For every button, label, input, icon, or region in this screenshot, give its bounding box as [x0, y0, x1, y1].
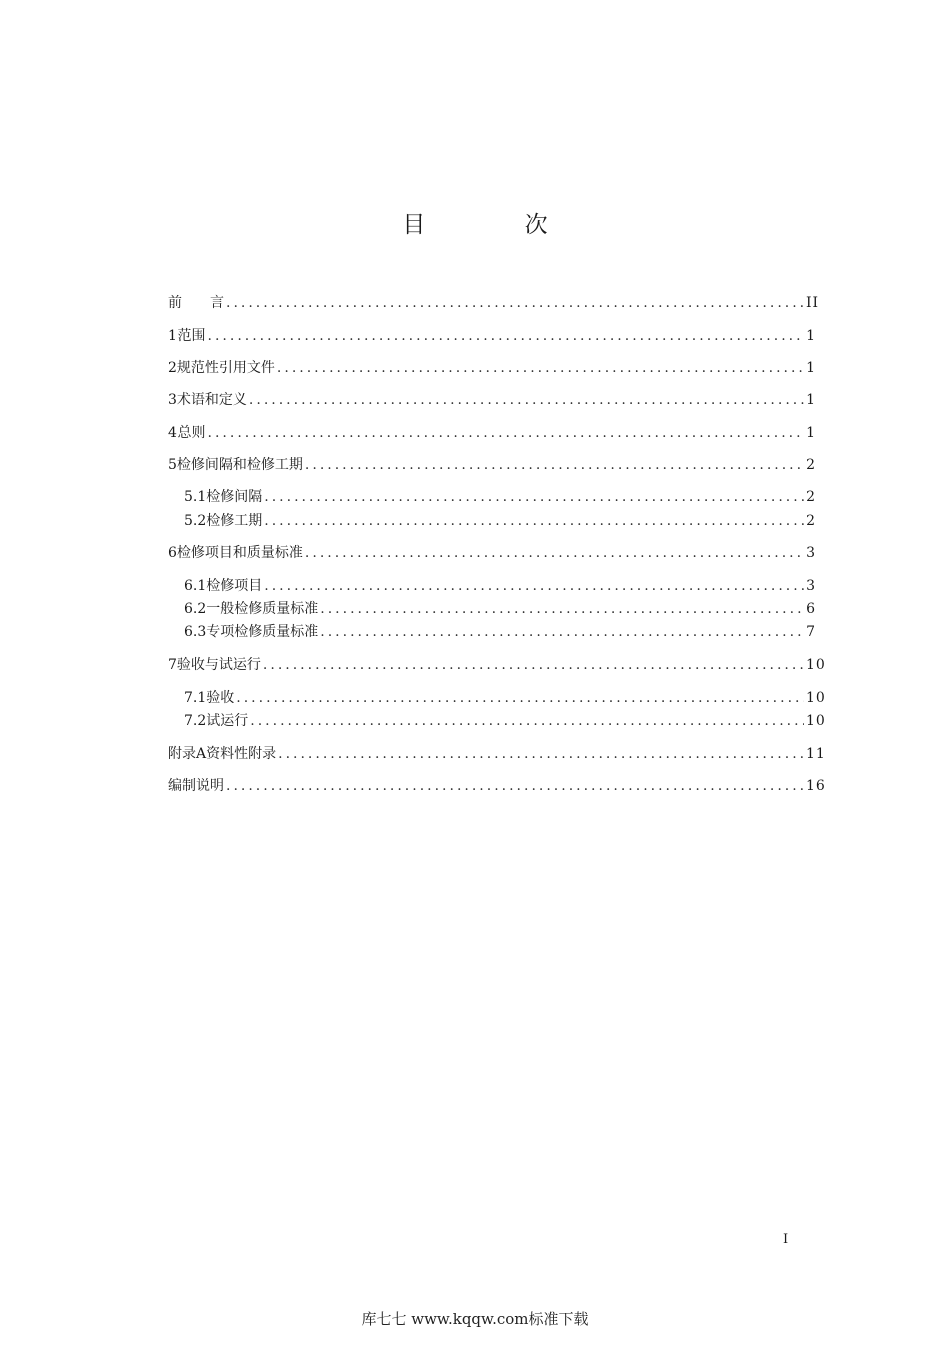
toc-leader-dots — [208, 424, 804, 442]
toc-entry-5-2[interactable] — [184, 512, 816, 530]
footer-watermark: 库七七 www.kqqw.com标准下载 — [361, 1310, 589, 1328]
page-title: 目 次 — [402, 212, 594, 238]
toc-entry-label: 编制说明 — [168, 778, 224, 794]
toc-entry-page: 1 — [806, 425, 816, 441]
toc-entry-5[interactable] — [168, 456, 816, 474]
toc-leader-dots — [278, 745, 804, 763]
toc-entry-number: 附录A — [168, 746, 207, 762]
toc-leader-dots — [263, 656, 804, 674]
toc-entry-number: 7.2 — [184, 713, 207, 729]
toc-leader-dots — [208, 327, 804, 345]
toc-entry-4[interactable] — [168, 424, 816, 442]
toc-entry-label: 检修间隔 — [206, 489, 263, 505]
toc-leader-dots — [305, 456, 804, 474]
toc-entry-foreword[interactable] — [168, 294, 820, 312]
toc-leader-dots — [264, 512, 804, 530]
toc-entry-label: 规范性引用文件 — [176, 360, 275, 376]
toc-entry-label: 术语和定义 — [176, 392, 247, 408]
toc-entry-number: 6.2 — [184, 601, 207, 617]
toc-entry-number: 2 — [168, 360, 177, 376]
toc-entry-7[interactable] — [168, 656, 826, 674]
toc-entry-label: 资料性附录 — [206, 746, 277, 762]
toc-entry-page: 2 — [806, 457, 816, 473]
toc-entry-page: 1 — [806, 360, 816, 376]
toc-leader-dots — [226, 294, 804, 312]
toc-entry-label: 检修项目 — [206, 578, 263, 594]
toc-entry-label: 专项检修质量标准 — [206, 624, 319, 640]
toc-leader-dots — [236, 689, 804, 707]
toc-entry-6-2[interactable] — [184, 600, 816, 618]
toc-leader-dots — [264, 488, 804, 506]
toc-entry-page: 10 — [806, 657, 826, 673]
toc-entry-5-1[interactable] — [184, 488, 816, 506]
toc-entry-label: 试运行 — [206, 713, 249, 729]
toc-leader-dots — [305, 544, 804, 562]
toc-entry-page: 2 — [806, 513, 816, 529]
toc-leader-dots — [320, 623, 804, 641]
toc-leader-dots — [320, 600, 804, 618]
toc-entry-number: 7 — [168, 657, 177, 673]
toc-entry-1[interactable] — [168, 327, 816, 345]
toc-entry-number: 1 — [168, 328, 177, 344]
toc-entry-page: 1 — [806, 392, 816, 408]
page-number: I — [783, 1232, 789, 1247]
toc-entry-label: 范围 — [177, 328, 206, 344]
toc-entry-7-1[interactable] — [184, 689, 826, 707]
toc-entry-page: 11 — [806, 746, 826, 762]
toc-entry-label: 前 言 — [168, 295, 224, 311]
toc-entry-page: 10 — [806, 713, 826, 729]
toc-entry-6-3[interactable] — [184, 623, 816, 641]
toc-leader-dots — [264, 577, 804, 595]
toc-entry-page: 10 — [806, 690, 826, 706]
toc-entry-page: 2 — [806, 489, 816, 505]
toc-leader-dots — [226, 777, 804, 795]
toc-entry-explanation[interactable] — [168, 777, 826, 795]
toc-entry-label: 检修间隔和检修工期 — [176, 457, 303, 473]
toc-entry-label: 验收与试运行 — [176, 657, 261, 673]
toc-entry-label: 总则 — [177, 425, 206, 441]
toc-entry-number: 5.2 — [184, 513, 207, 529]
toc-entry-label: 检修项目和质量标准 — [176, 545, 303, 561]
toc-entry-page: 3 — [806, 545, 816, 561]
toc-entry-page: II — [806, 295, 820, 311]
toc-entry-7-2[interactable] — [184, 712, 826, 730]
toc-entry-number: 5.1 — [184, 489, 207, 505]
toc-entry-page: 16 — [806, 778, 826, 794]
toc-entry-6-1[interactable] — [184, 577, 816, 595]
toc-leader-dots — [277, 359, 804, 377]
toc-entry-number: 5 — [168, 457, 177, 473]
toc-leader-dots — [250, 712, 804, 730]
toc-entry-appendix-a[interactable] — [168, 745, 826, 763]
toc-entry-label: 验收 — [206, 690, 235, 706]
toc-entry-number: 6.3 — [184, 624, 207, 640]
toc-entry-page: 6 — [806, 601, 816, 617]
toc-entry-page: 1 — [806, 328, 816, 344]
toc-entry-page: 7 — [806, 624, 816, 640]
toc-entry-label: 检修工期 — [206, 513, 263, 529]
toc-entry-number: 7.1 — [184, 690, 207, 706]
toc-entry-page: 3 — [806, 578, 816, 594]
toc-entry-3[interactable] — [168, 391, 816, 409]
toc-entry-2[interactable] — [168, 359, 816, 377]
toc-leader-dots — [249, 391, 804, 409]
toc-entry-label: 一般检修质量标准 — [206, 601, 319, 617]
toc-entry-number: 6 — [168, 545, 177, 561]
toc-entry-number: 4 — [168, 425, 177, 441]
toc-entry-number: 6.1 — [184, 578, 207, 594]
toc-entry-6[interactable] — [168, 544, 816, 562]
toc-entry-number: 3 — [168, 392, 177, 408]
